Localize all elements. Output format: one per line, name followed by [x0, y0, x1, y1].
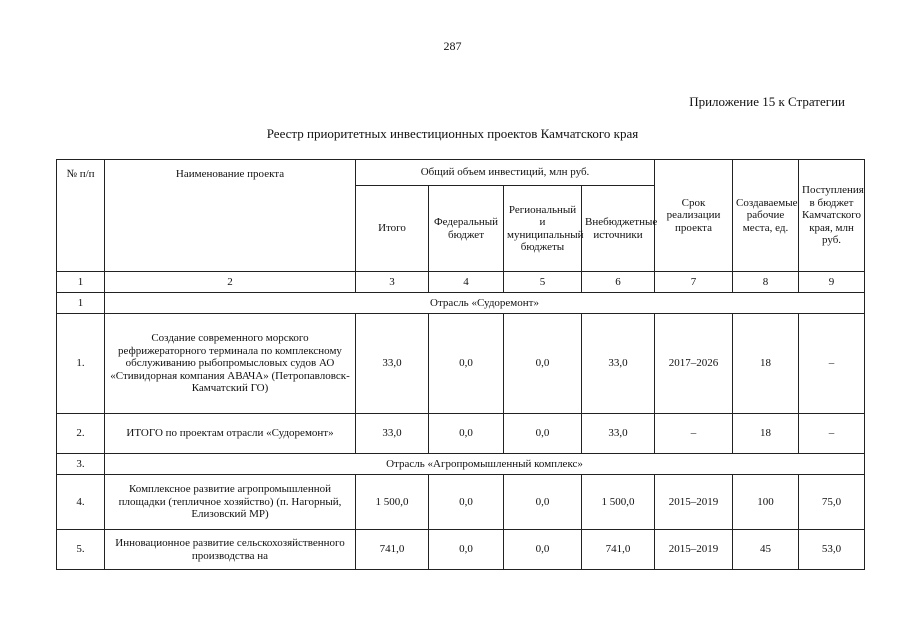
extra-value: 741,0	[582, 530, 655, 570]
header-federal: Федеральный бюджет	[429, 186, 504, 272]
regional-value: 0,0	[504, 414, 582, 454]
extra-value: 33,0	[582, 414, 655, 454]
jobs-value: 18	[733, 314, 799, 414]
column-number: 1	[57, 272, 105, 293]
project-name: Инновационное развитие сельскохозяйственного производства на	[105, 530, 356, 570]
total-value: 33,0	[356, 314, 429, 414]
total-value: 33,0	[356, 414, 429, 454]
row-num: 2.	[57, 414, 105, 454]
header-jobs: Создаваемые рабочие места, ед.	[733, 160, 799, 272]
project-name: ИТОГО по проектам отрасли «Судоремонт»	[105, 414, 356, 454]
header-revenue: Поступления в бюджет Камчатского края, млн руб.	[799, 160, 865, 272]
row-num: 1.	[57, 314, 105, 414]
column-number: 6	[582, 272, 655, 293]
table-row	[57, 314, 865, 414]
investment-projects-table	[56, 159, 865, 570]
federal-value: 0,0	[429, 414, 504, 454]
appendix-label: Приложение 15 к Стратегии	[689, 94, 845, 109]
jobs-value: 45	[733, 530, 799, 570]
page-number: 287	[443, 39, 462, 53]
term-value: –	[655, 414, 733, 454]
column-number: 3	[356, 272, 429, 293]
header-num: № п/п	[57, 160, 105, 272]
regional-value: 0,0	[504, 314, 582, 414]
column-numbers-row	[57, 272, 865, 293]
extra-value: 33,0	[582, 314, 655, 414]
federal-value: 0,0	[429, 475, 504, 530]
sector-row	[57, 293, 865, 314]
table-row	[57, 475, 865, 530]
project-name: Создание современного морского рефрижераторного терминала по комплексному обслуживанию рыбопромысловых судов АО «Стивидорная компания АВАЧА» (Петропавловск-Камчатский ГО)	[105, 314, 356, 414]
regional-value: 0,0	[504, 530, 582, 570]
total-value: 1 500,0	[356, 475, 429, 530]
table-row	[57, 530, 865, 570]
federal-value: 0,0	[429, 530, 504, 570]
row-num: 5.	[57, 530, 105, 570]
header-regional: Региональный и муниципальный бюджеты	[504, 186, 582, 272]
revenue-value: –	[799, 314, 865, 414]
column-number: 8	[733, 272, 799, 293]
column-number: 9	[799, 272, 865, 293]
column-number: 5	[504, 272, 582, 293]
row-num: 4.	[57, 475, 105, 530]
header-extra: Внебюджетные источники	[582, 186, 655, 272]
total-value: 741,0	[356, 530, 429, 570]
header-investment-group: Общий объем инвестиций, млн руб.	[356, 160, 655, 186]
column-number: 2	[105, 272, 356, 293]
revenue-value: 75,0	[799, 475, 865, 530]
revenue-value: –	[799, 414, 865, 454]
sector-title: Отрасль «Агропромышленный комплекс»	[105, 454, 865, 475]
column-number: 4	[429, 272, 504, 293]
header-total: Итого	[356, 186, 429, 272]
extra-value: 1 500,0	[582, 475, 655, 530]
sector-num: 3.	[57, 454, 105, 475]
term-value: 2017–2026	[655, 314, 733, 414]
document-title: Реестр приоритетных инвестиционных проектов Камчатского края	[266, 126, 639, 141]
column-number: 7	[655, 272, 733, 293]
table-row	[57, 414, 865, 454]
term-value: 2015–2019	[655, 530, 733, 570]
project-name: Комплексное развитие агропромышленной площадки (тепличное хозяйство) (п. Нагорный, Елизовский МР)	[105, 475, 356, 530]
sector-row	[57, 454, 865, 475]
sector-title: Отрасль «Судоремонт»	[105, 293, 865, 314]
header-term: Срок реализации проекта	[655, 160, 733, 272]
regional-value: 0,0	[504, 475, 582, 530]
revenue-value: 53,0	[799, 530, 865, 570]
sector-num: 1	[57, 293, 105, 314]
header-name: Наименование проекта	[105, 160, 356, 272]
jobs-value: 100	[733, 475, 799, 530]
federal-value: 0,0	[429, 314, 504, 414]
term-value: 2015–2019	[655, 475, 733, 530]
jobs-value: 18	[733, 414, 799, 454]
